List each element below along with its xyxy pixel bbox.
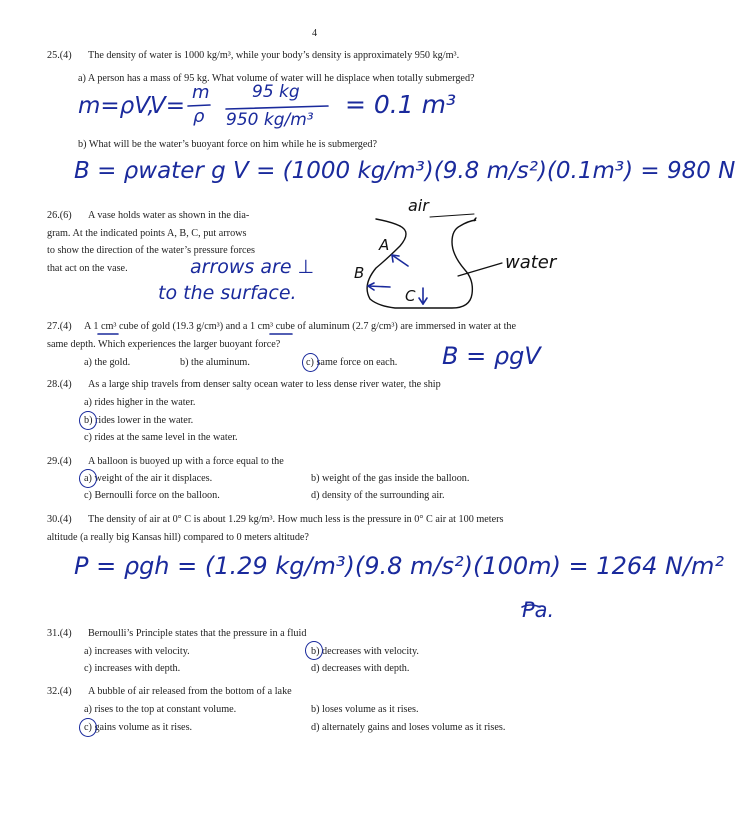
option-a: a) the gold. bbox=[84, 357, 131, 368]
question-number: 27.(4) bbox=[47, 321, 72, 332]
handwritten-answer-a: 95 kg bbox=[252, 82, 300, 102]
question-part-b: b) What will be the water’s buoyant force on him while he is submerged? bbox=[78, 139, 378, 150]
option-a: a) increases with velocity. bbox=[84, 646, 190, 657]
question-part-a: a) A person has a mass of 95 kg. What volume of water will he displace when totally submerged? bbox=[78, 73, 475, 84]
question-stem-line: altitude (a really big Kansas hill) compared to 0 meters altitude? bbox=[47, 532, 309, 543]
question-stem: The density of water is 1000 kg/m³, while your body’s density is approximately 950 kg/m³. bbox=[88, 50, 460, 61]
handwritten-answer-a: ρ bbox=[193, 106, 205, 127]
option-c: c) rides at the same level in the water. bbox=[84, 432, 238, 443]
question-stem: As a large ship travels from denser salty ocean water to less dense river water, the ship bbox=[88, 379, 441, 390]
option-c: c) gains volume as it rises. bbox=[84, 722, 193, 733]
handwritten-answer: P = ρgh = (1.29 kg/m³)(9.8 m/s²)(100m) = 1264 N/m² bbox=[74, 552, 725, 580]
handwritten-answer-a: = 0.1 m³ bbox=[345, 90, 456, 119]
diagram-label-water: water bbox=[505, 252, 557, 273]
question-stem: Bernoulli’s Principle states that the pressure in a fluid bbox=[88, 628, 307, 639]
option-d: d) density of the surrounding air. bbox=[311, 490, 445, 501]
handwritten-note: arrows are ⊥ bbox=[190, 256, 315, 278]
question-stem-line: that act on the vase. bbox=[47, 263, 128, 274]
option-d: d) decreases with depth. bbox=[311, 663, 410, 674]
question-stem-line: The density of air at 0° C is about 1.29 kg/m³. How much less is the pressure in 0° C air at 100 meters bbox=[88, 514, 504, 525]
option-b: b) rides lower in the water. bbox=[84, 415, 194, 426]
question-number: 29.(4) bbox=[47, 456, 72, 467]
question-number: 30.(4) bbox=[47, 514, 72, 525]
option-c: c) same force on each. bbox=[306, 357, 398, 368]
handwritten-answer-a: 950 kg/m³ bbox=[226, 110, 314, 130]
handwritten-note: to the surface. bbox=[158, 282, 297, 304]
question-number: 31.(4) bbox=[47, 628, 72, 639]
question-stem-line: A 1 cm³ cube of gold (19.3 g/cm³) and a 1 cm³ cube of aluminum (2.7 g/cm³) are immersed in water at the bbox=[84, 321, 517, 332]
question-number: 32.(4) bbox=[47, 686, 72, 697]
option-b: b) loses volume as it rises. bbox=[311, 704, 419, 715]
page-number: 4 bbox=[312, 28, 318, 39]
diagram-label-c: C bbox=[405, 287, 416, 305]
handwritten-answer-a: V= bbox=[150, 93, 186, 119]
handwritten-formula: B = ρgV bbox=[442, 342, 541, 370]
handwritten-answer-a: m bbox=[192, 82, 210, 103]
option-a: a) rides higher in the water. bbox=[84, 397, 196, 408]
option-b: b) weight of the gas inside the balloon. bbox=[311, 473, 470, 484]
question-stem-line: same depth. Which experiences the larger buoyant force? bbox=[47, 339, 281, 350]
diagram-label-air: air bbox=[408, 196, 429, 215]
handwritten-answer-b: B = ρwater g V = (1000 kg/m³)(9.8 m/s²)(0.1m³) = 980 N bbox=[74, 158, 735, 184]
question-number: 25.(4) bbox=[47, 50, 72, 61]
question-stem: A balloon is buoyed up with a force equal to the bbox=[88, 456, 284, 467]
option-b: b) decreases with velocity. bbox=[311, 646, 419, 657]
option-c: c) increases with depth. bbox=[84, 663, 181, 674]
diagram-label-b: B bbox=[354, 264, 365, 282]
question-number: 28.(4) bbox=[47, 379, 72, 390]
handwritten-unit: Pa. bbox=[522, 598, 555, 622]
option-a: a) rises to the top at constant volume. bbox=[84, 704, 237, 715]
diagram-label-a: A bbox=[379, 236, 390, 254]
question-stem-line: A vase holds water as shown in the dia- bbox=[88, 210, 250, 221]
option-a: a) weight of the air it displaces. bbox=[84, 473, 213, 484]
question-number: 26.(6) bbox=[47, 210, 72, 221]
option-c: c) Bernoulli force on the balloon. bbox=[84, 490, 220, 501]
option-d: d) alternately gains and loses volume as it rises. bbox=[311, 722, 506, 733]
option-b: b) the aluminum. bbox=[180, 357, 250, 368]
handwritten-answer-a: m=ρV, bbox=[78, 93, 155, 119]
question-stem-line: to show the direction of the water’s pressure forces bbox=[47, 245, 256, 256]
question-stem: A bubble of air released from the bottom of a lake bbox=[88, 686, 292, 697]
question-stem-line: gram. At the indicated points A, B, C, put arrows bbox=[47, 228, 247, 239]
